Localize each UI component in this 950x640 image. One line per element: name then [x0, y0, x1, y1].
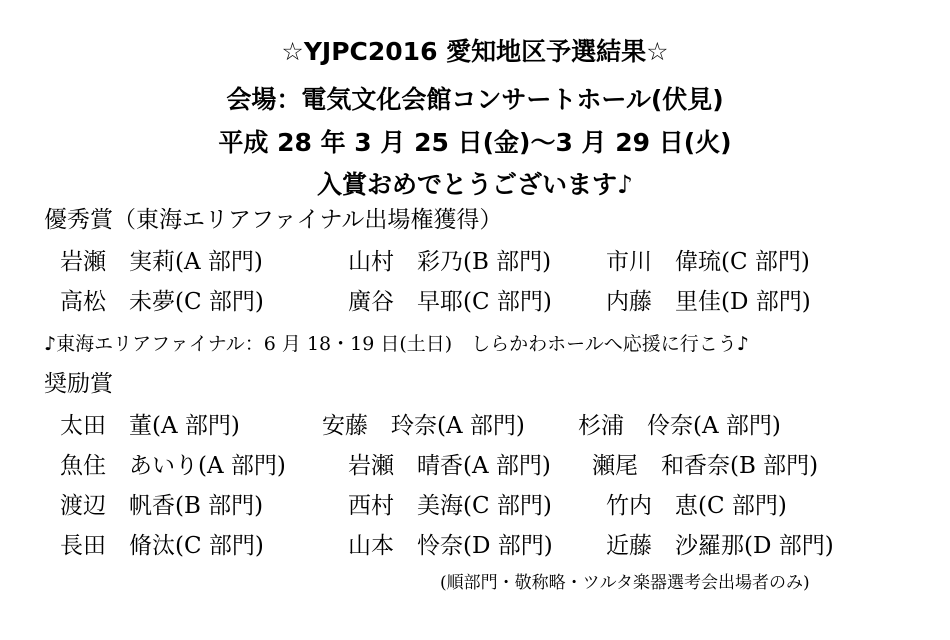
winner-name: 杉浦 伶奈 — [578, 413, 693, 439]
winner-name: 魚住 あいり — [60, 453, 198, 479]
winner-division: (C 部門) — [721, 249, 810, 275]
winner-entry — [60, 244, 263, 280]
winner-entry — [348, 244, 551, 280]
winner-division: (C 部門) — [463, 493, 552, 519]
excellence-award-heading: 優秀賞（東海エリアファイナル出場権獲得） — [44, 207, 503, 233]
winner-division: (A 部門) — [198, 453, 286, 479]
award-row — [60, 528, 950, 564]
winner-division: (A 部門) — [463, 453, 551, 479]
winner-name: 岩瀬 実莉 — [60, 249, 175, 275]
winner-name: 長田 脩汰 — [60, 533, 175, 559]
award-row — [60, 448, 950, 484]
winner-division: (A 部門) — [152, 413, 240, 439]
winner-name: 近藤 沙羅那 — [606, 533, 744, 559]
winner-name: 山村 彩乃 — [348, 249, 463, 275]
winner-entry — [606, 488, 787, 524]
document-title: ☆YJPC2016 愛知地区予選結果☆ — [281, 37, 669, 66]
winner-name: 西村 美海 — [348, 493, 463, 519]
winner-name: 渡辺 帆香 — [60, 493, 175, 519]
winner-entry — [592, 448, 818, 484]
winner-name: 山本 怜奈 — [348, 533, 463, 559]
winner-name: 瀬尾 和香奈 — [592, 453, 730, 479]
congratulations-line: 入賞おめでとうございます♪ — [317, 170, 633, 199]
winner-entry — [348, 488, 552, 524]
winner-entry — [578, 408, 781, 444]
winner-division: (B 部門) — [463, 249, 552, 275]
winner-entry — [60, 284, 264, 320]
winner-name: 内藤 里佳 — [606, 289, 721, 315]
winner-name: 市川 偉琉 — [606, 249, 721, 275]
award-row — [60, 408, 950, 444]
award-row — [60, 244, 950, 280]
winner-division: (B 部門) — [175, 493, 264, 519]
winner-division: (D 部門) — [721, 289, 811, 315]
winner-entry — [60, 528, 264, 564]
date-line: 平成 28 年 3 月 25 日(金)～3 月 29 日(火) — [218, 128, 732, 157]
winner-division: (C 部門) — [175, 289, 264, 315]
winner-name: 竹内 恵 — [606, 493, 698, 519]
final-notice: ♪東海エリアファイナル：6 月 18・19 日(土日) しらかわホールへ応援に行こう♪ — [44, 333, 749, 355]
winner-name: 高松 未夢 — [60, 289, 175, 315]
winner-entry — [60, 488, 263, 524]
award-row — [60, 284, 950, 320]
winner-division: (C 部門) — [175, 533, 264, 559]
venue-line: 会場：電気文化会館コンサートホール(伏見) — [226, 85, 724, 114]
winner-entry — [606, 284, 811, 320]
winner-name: 廣谷 早耶 — [348, 289, 463, 315]
winner-entry — [348, 284, 552, 320]
winner-division: (A 部門) — [693, 413, 781, 439]
winner-entry — [60, 408, 240, 444]
winner-division: (A 部門) — [175, 249, 263, 275]
winner-name: 岩瀬 晴香 — [348, 453, 463, 479]
winner-division: (D 部門) — [463, 533, 553, 559]
winner-division: (C 部門) — [463, 289, 552, 315]
winner-entry — [322, 408, 525, 444]
winner-entry — [60, 448, 286, 484]
encouragement-award-heading: 奨励賞 — [44, 371, 113, 397]
footnote: (順部門・敬称略・ツルタ楽器選考会出場者のみ) — [440, 573, 810, 593]
winner-division: (D 部門) — [744, 533, 834, 559]
winner-name: 安藤 玲奈 — [322, 413, 437, 439]
winner-name: 太田 董 — [60, 413, 152, 439]
winner-entry — [348, 448, 551, 484]
winner-entry — [606, 528, 834, 564]
winner-division: (B 部門) — [730, 453, 819, 479]
award-row — [60, 488, 950, 524]
winner-entry — [348, 528, 553, 564]
winner-division: (C 部門) — [698, 493, 787, 519]
winner-entry — [606, 244, 810, 280]
winner-division: (A 部門) — [437, 413, 525, 439]
